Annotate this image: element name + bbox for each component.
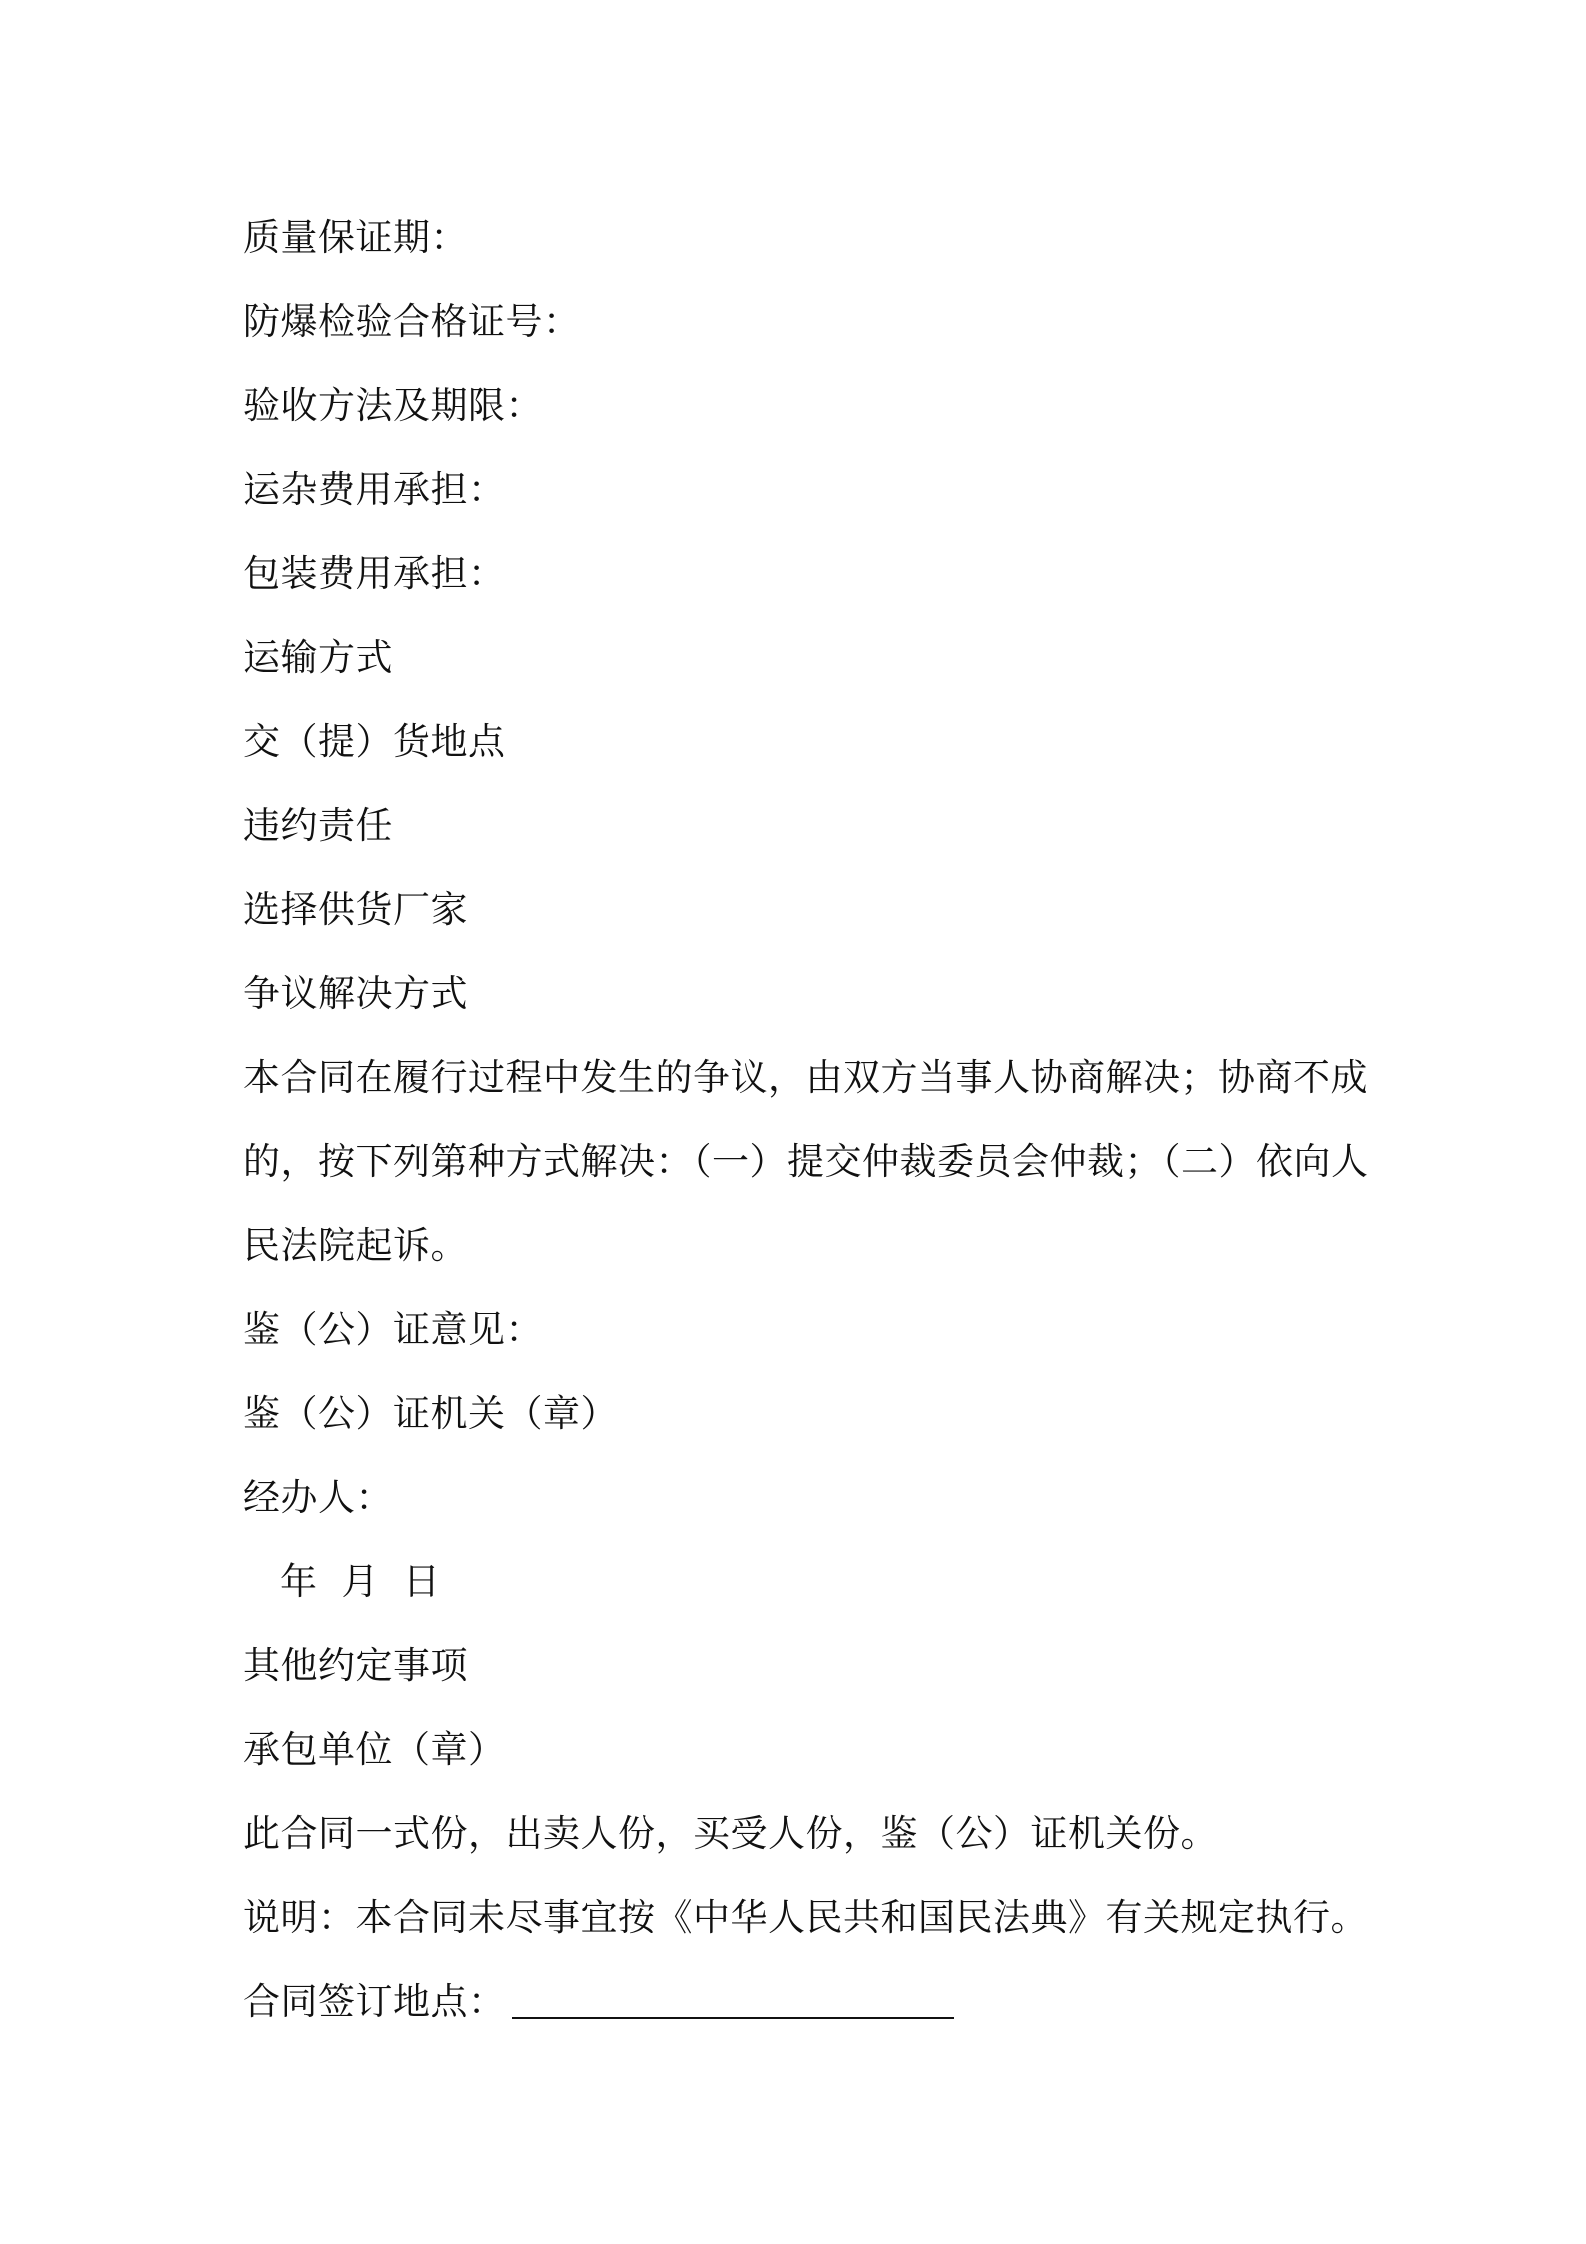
transport-cost-bearing: 运杂费用承担： (243, 468, 506, 511)
date-year: 年 (280, 1560, 318, 1603)
packaging-cost-bearing: 包装费用承担： (243, 552, 506, 595)
breach-liability: 违约责任 (243, 804, 393, 847)
explosion-proof-certificate-no: 防爆检验合格证号： (243, 300, 581, 343)
dispute-clause-line-2: 的，按下列第种方式解决：（一）提交仲裁委员会仲裁；（二）依向人 (243, 1140, 1369, 1183)
other-agreed-matters: 其他约定事项 (243, 1644, 468, 1687)
transport-method: 运输方式 (243, 636, 393, 679)
acceptance-method-and-term: 验收方法及期限： (243, 384, 543, 427)
signing-place-blank (512, 2017, 954, 2019)
delivery-location: 交（提）货地点 (243, 720, 506, 763)
quality-warranty-period: 质量保证期： (243, 216, 468, 259)
supplier-selection: 选择供货厂家 (243, 888, 468, 931)
date-day: 日 (403, 1560, 441, 1603)
signing-place-label: 合同签订地点： (243, 1980, 506, 2023)
notarization-opinion: 鉴（公）证意见： (243, 1308, 543, 1351)
notary-authority-seal: 鉴（公）证机关（章） (243, 1392, 618, 1435)
dispute-clause-line-3: 民法院起诉。 (243, 1224, 468, 1267)
dispute-resolution-heading: 争议解决方式 (243, 972, 468, 1015)
civil-code-note: 说明：本合同未尽事宜按《中华人民共和国民法典》有关规定执行。 (243, 1896, 1368, 1939)
date-month: 月 (341, 1560, 379, 1603)
dispute-clause-line-1: 本合同在履行过程中发生的争议，由双方当事人协商解决；协商不成 (243, 1056, 1368, 1099)
copies-statement: 此合同一式份，出卖人份，买受人份，鉴（公）证机关份。 (243, 1812, 1218, 1855)
handler-label: 经办人： (243, 1476, 393, 1519)
contractor-seal: 承包单位（章） (243, 1728, 506, 1771)
signing-place-line (243, 1960, 1363, 2044)
date-line (243, 1540, 1363, 1624)
document-body (243, 196, 1369, 2044)
